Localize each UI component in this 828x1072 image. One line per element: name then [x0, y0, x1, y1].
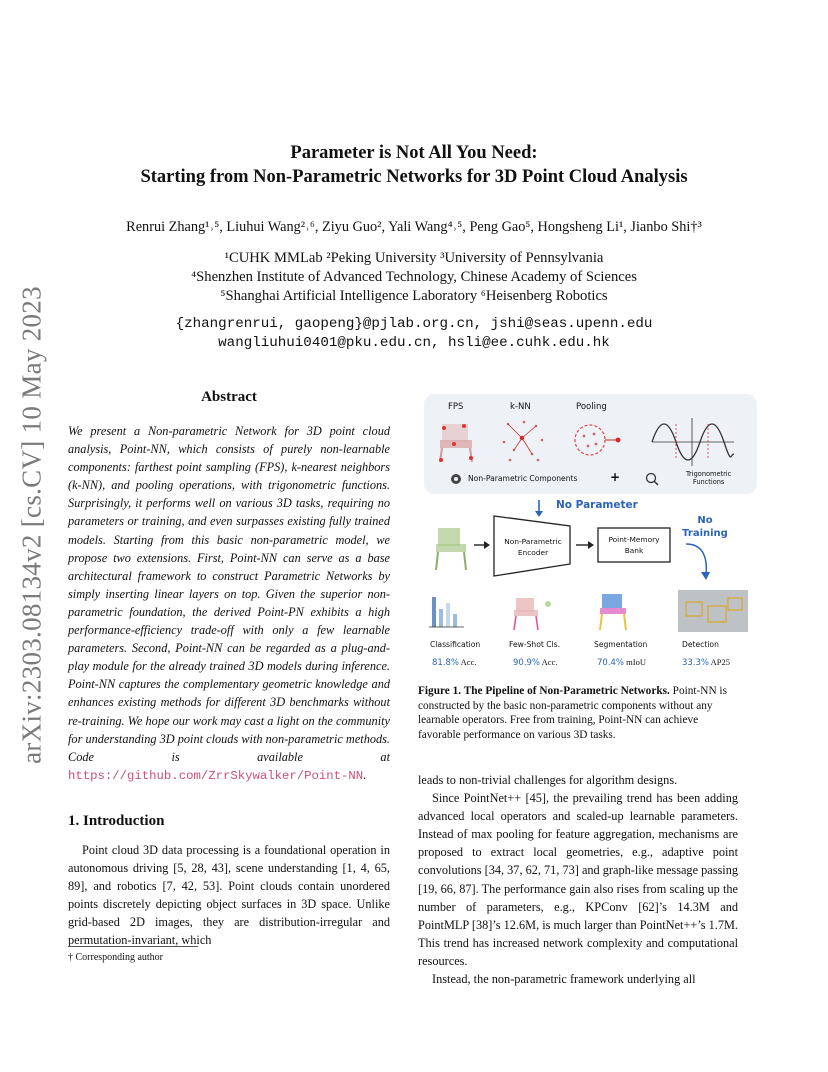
- code-link[interactable]: https://github.com/ZrrSkywalker/Point-NN: [68, 768, 364, 783]
- classification-metric: Acc.: [460, 657, 477, 667]
- trig-label: [686, 470, 731, 486]
- classification-bars: [429, 597, 464, 627]
- trig-label-1: Trigonometric: [686, 470, 732, 478]
- figure-caption: [418, 684, 738, 742]
- gear-icon-shape: [451, 474, 461, 484]
- encoder-label: [500, 536, 566, 558]
- figure-1: [424, 394, 757, 676]
- bank-label-1: Point-Memory: [608, 535, 660, 544]
- right-column-text: [418, 771, 738, 988]
- detection-metric: AP25: [710, 657, 731, 667]
- encoder-label-1: Non-Parametric: [504, 537, 562, 546]
- curved-arrow: [686, 544, 706, 576]
- detection-value: 33.3%: [682, 658, 710, 668]
- right-paragraph-1: leads to non-trivial challenges for algorithm designs.: [418, 773, 678, 787]
- task-fewshot: Few-Shot Cls.: [509, 640, 561, 649]
- footnote: † Corresponding author: [68, 952, 163, 963]
- encoder-label-2: Encoder: [517, 548, 549, 557]
- intro-heading: [68, 813, 164, 830]
- fps-chair-illustration: [439, 424, 473, 462]
- no-parameter-label: No Parameter: [556, 499, 638, 511]
- task-fewshot-result: [513, 657, 557, 668]
- plus-sign: +: [610, 470, 621, 484]
- detection-scene: [678, 590, 748, 632]
- fewshot-metric: Acc.: [541, 657, 558, 667]
- fewshot-value: 90.9%: [513, 658, 541, 668]
- abstract-text: We present a Non-parametric Network for 3D point cloud analysis, Point-NN, which consists of purely non-learnable components: farthest point sampling (FPS), k-nearest neighbors (k-NN), and pooling operations, with trigonometric functions. Surprisingly, it performs well on various 3D tasks, requiring no parameters or training, and even surpasses existing fully trained models. Starting from this basic non-parametric model, we propose two extensions. First, Point-NN can serve as a base architectural framework to construct Parametric Networks by simply inserting linear layers on top. Given the superior non-parametric foundation, the derived Point-PN exhibits a high performance-efficiency trade-off with only a few learnable parameters. Second, Point-NN can be regarded as a plug-and-play module for the already trained 3D models during inference. Point-NN captures the complementary geometric knowledge and enhances existing methods for different 3D benchmarks without re-training. We hope our work may cast a light on the community for understanding 3D point clouds with non-parametric methods. Code is available at: [68, 424, 390, 764]
- segmentation-chair: [600, 594, 626, 630]
- knn-label: k-NN: [510, 402, 531, 412]
- paper-title-line2: Starting from Non-Parametric Networks for 3D Point Cloud Analysis: [140, 167, 688, 187]
- abstract-heading: Abstract: [201, 389, 257, 405]
- no-training-label: [680, 514, 730, 540]
- segmentation-metric: mIoU: [626, 657, 646, 667]
- right-paragraph-3: Instead, the non-parametric framework underlying all: [432, 972, 696, 987]
- arxiv-stamp-text: arXiv:2303.08134v2 [cs.CV] 10 May 2023: [16, 286, 47, 764]
- magnifier-icon-shape: [647, 474, 659, 486]
- fps-label: FPS: [448, 402, 464, 412]
- task-detection-result: [682, 657, 730, 668]
- intro-paragraph: Point cloud 3D data processing is a foundational operation in autonomous driving [5, 28, 43], scene understanding [1, 4, 65, 89], and robotics [7, 42, 53]. Point clouds contain unordered points discretely depicting object surfaces in 3D space. Unlike grid-based 2D images, they are distribution-irregular and permutation-invariant, which: [68, 843, 390, 948]
- bank-label-2: Bank: [624, 546, 644, 555]
- task-detection: Detection: [682, 640, 719, 649]
- intro-heading-text: 1. Introduction: [68, 813, 165, 829]
- pooling-illustration: [575, 425, 620, 455]
- segmentation-value: 70.4%: [597, 658, 625, 668]
- footnote-rule: [68, 946, 198, 947]
- right-paragraph-2: Since PointNet++ [45], the prevailing trend has been adding advanced local operators and scaled-up learnable parameters. Instead of max pooling for feature aggregation, mechanisms are proposed to extract local geometries, e.g., adaptive point convolutions [34, 37, 62, 71, 73] and graph-like message passing [19, 66, 87]. The performance gain also rises from scaling up the number of parameters, e.g., KPConv [62]’s 14.3M and PointMLP [38]’s 12.6M, is much larger than PointNet++’s 1.7M. This trend has increased network complexity and computational resources.: [418, 791, 739, 968]
- bank-label: [598, 534, 670, 556]
- task-segmentation-result: [597, 657, 646, 668]
- input-point-cloud: [436, 528, 466, 570]
- task-classification: Classification: [430, 640, 481, 649]
- affiliation-3: ⁵Shanghai Artificial Intelligence Laboratory ⁶Heisenberg Robotics: [220, 288, 608, 304]
- affiliation-2: ⁴Shenzhen Institute of Advanced Technology, Chinese Academy of Sciences: [191, 269, 637, 285]
- caption-title: Figure 1. The Pipeline of Non-Parametric Networks.: [418, 685, 670, 697]
- trig-label-2: Functions: [692, 478, 725, 486]
- caption-body: Point-NN is constructed by the basic non-parametric components without any learnable operators. Free from training, Point-NN can achieve favorable performance on various 3D tasks.: [418, 685, 727, 741]
- fewshot-chair: [514, 598, 551, 630]
- abstract-body: We present a Non-parametric Network for 3D point cloud analysis, Point-NN, which consists of purely non-learnable components: farthest point sampling (FPS), k-nearest neighbors (k-NN), and pooling operations, with trigonometric functions. Surprisingly, it performs well on various 3D tasks, requiring no parameters or training, and even surpasses existing fully trained models. Starting from this basic non-parametric model, we propose two extensions. First, Point-NN can serve as a base architectural framework to construct Parametric Networks by simply inserting linear layers on top. Given the superior non-parametric foundation, the derived Point-PN exhibits a high performance-efficiency trade-off with only a few learnable parameters. Second, Point-NN can be regarded as a plug-and-play module for the already trained 3D models during inference. Point-NN captures the complementary geometric knowledge and enhances existing methods for different 3D benchmarks without re-training. We hope our work may cast a light on the community for understanding 3D point clouds with non-parametric methods. Code is available at https://github.com/ZrrSkywalker/Point-NN.: [68, 424, 390, 783]
- components-label: Non-Parametric Components: [468, 474, 578, 483]
- no-training-2: Training: [682, 528, 728, 539]
- emails-line1: {zhangrenrui, gaopeng}@pjlab.org.cn, jshi@seas.upenn.edu: [175, 316, 653, 332]
- task-classification-result: [432, 657, 476, 668]
- classification-value: 81.8%: [432, 658, 460, 668]
- paper-title-line1: Parameter is Not All You Need:: [290, 143, 538, 163]
- no-training-1: No: [697, 515, 713, 526]
- knn-illustration: [503, 421, 544, 462]
- trig-wave-illustration: [652, 418, 734, 466]
- affiliation-1: ¹CUHK MMLab ²Peking University ³University of Pennsylvania: [224, 250, 604, 266]
- task-segmentation: Segmentation: [594, 640, 648, 649]
- authors: Renrui Zhang¹˒⁵, Liuhui Wang²˒⁶, Ziyu Guo², Yali Wang⁴˒⁵, Peng Gao⁵, Hongsheng Li¹, Jianbo Shi†³: [126, 219, 702, 235]
- pooling-label: Pooling: [576, 402, 607, 412]
- emails-line2: wangliuhui0401@pku.edu.cn, hsli@ee.cuhk.edu.hk: [218, 335, 610, 351]
